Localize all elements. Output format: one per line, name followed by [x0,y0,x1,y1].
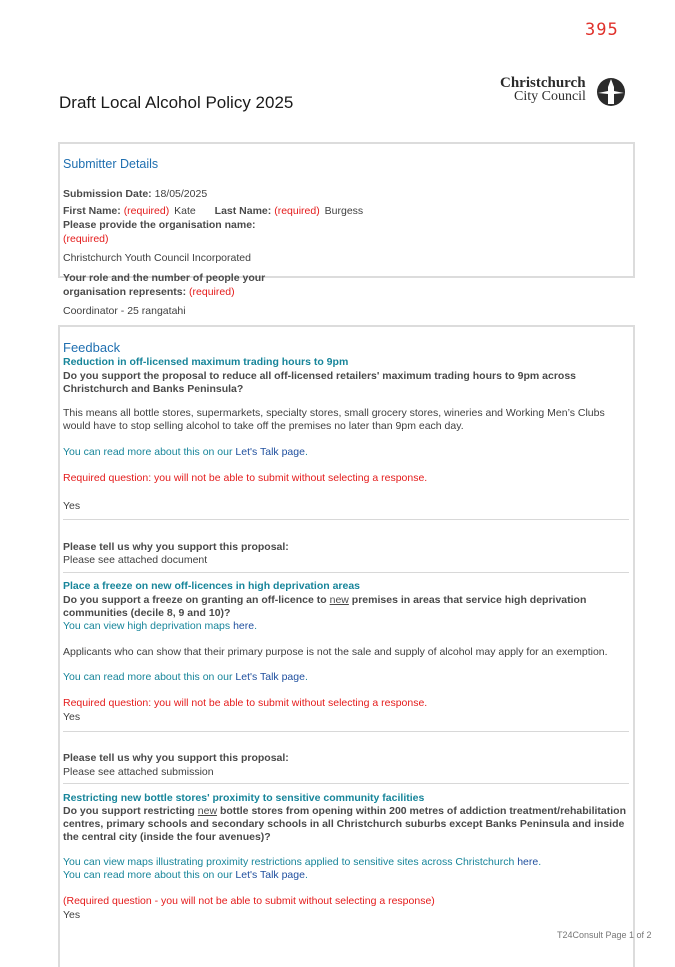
required-marker: (required) [63,233,109,245]
divider [63,783,629,784]
q2-why-answer: Please see attached submission [63,766,214,778]
document-title: Draft Local Alcohol Policy 2025 [59,93,294,112]
q3-required-note: (Required question - you will not be able to submit without selecting a response) [63,895,435,907]
last-name-label: Last Name: [214,205,272,217]
divider [63,731,629,732]
name-row [63,205,363,218]
page-number: 395 [585,20,619,40]
q2-title: Place a freeze on new off-licences in high deprivation areas [63,580,361,592]
required-marker: (required) [274,205,320,217]
submission-date-row [63,188,207,201]
org-name-value: Christchurch Youth Council Incorporated [63,252,251,264]
submission-date-label: Submission Date: [63,188,152,200]
maps-link[interactable]: here [233,620,255,632]
q3-maps: You can view maps illustrating proximity restrictions applied to sensitive sites across Christchurch here. [63,856,542,868]
last-name-value: Burgess [324,205,364,217]
q3-read-more: You can read more about this on our Let's Talk page. [63,869,308,881]
required-marker: (required) [123,205,170,217]
logo-line-2: City Council [514,89,586,104]
role-label-line-2: organisation represents: (required) [63,286,235,298]
q1-info: This means all bottle stores, supermarkets, specialty stores, small grocery stores, wineries and Working Men’s Clubs would have to stop selling alcohol to take off the premises no later than 9pm each day. [63,407,605,432]
first-name-value: Kate [174,205,196,217]
lets-talk-link[interactable]: Let's Talk page [235,671,305,683]
q1-question: Do you support the proposal to reduce all off-licensed retailers' maximum trading hours to 9pm across Christchurch and Banks Peninsula? [63,370,577,395]
first-name-label: First Name: [63,205,121,217]
q2-maps: You can view high deprivation maps here. [63,620,257,632]
council-logo [500,76,630,108]
feedback-heading: Feedback [63,340,121,355]
cathedral-icon [594,77,628,107]
q3-answer: Yes [63,909,81,921]
q2-question: Do you support a freeze on granting an off-licence to new premises in areas that service high deprivation communities (decile 8, 9 and 10)? [63,594,587,619]
org-name-label: Please provide the organisation name: [63,219,256,231]
q1-why-answer: Please see attached document [63,554,208,566]
role-label-line-1: Your role and the number of people your [63,272,266,284]
q3-title: Restricting new bottle stores' proximity to sensitive community facilities [63,792,425,804]
q1-read-more: You can read more about this on our Let's Talk page. [63,446,308,458]
divider [63,572,629,573]
q2-answer: Yes [63,711,81,723]
lets-talk-link[interactable]: Let's Talk page [235,869,305,881]
q3-question: Do you support restricting new bottle stores from opening within 200 metres of addiction treatment/rehabilitation centres, primary schools and secondary schools in all Christchurch suburbs except Banks Peninsula and inside the central city (inside the four avenues)? [63,805,626,843]
required-marker: (required) [189,286,235,298]
q1-answer: Yes [63,500,81,512]
lets-talk-link[interactable]: Let's Talk page [235,446,305,458]
q2-read-more: You can read more about this on our Let's Talk page. [63,671,308,683]
q2-why-label: Please tell us why you support this proposal: [63,752,289,764]
logo-line-1: Christchurch [500,75,586,91]
divider [63,519,629,520]
q1-required-note: Required question: you will not be able to submit without selecting a response. [63,472,428,484]
q1-why-label: Please tell us why you support this proposal: [63,541,289,553]
q2-info: Applicants who can show that their primary purpose is not the sale and supply of alcohol may apply for an exemption. [63,646,608,658]
submission-date-value: 18/05/2025 [154,188,208,200]
role-value: Coordinator - 25 rangatahi [63,305,186,317]
q1-title: Reduction in off-licensed maximum trading hours to 9pm [63,356,349,368]
q2-required-note: Required question: you will not be able to submit without selecting a response. [63,697,428,709]
page-footer: T24Consult Page 1 of 2 [557,930,652,940]
maps-link[interactable]: here [517,856,539,868]
submitter-heading: Submitter Details [63,157,159,171]
